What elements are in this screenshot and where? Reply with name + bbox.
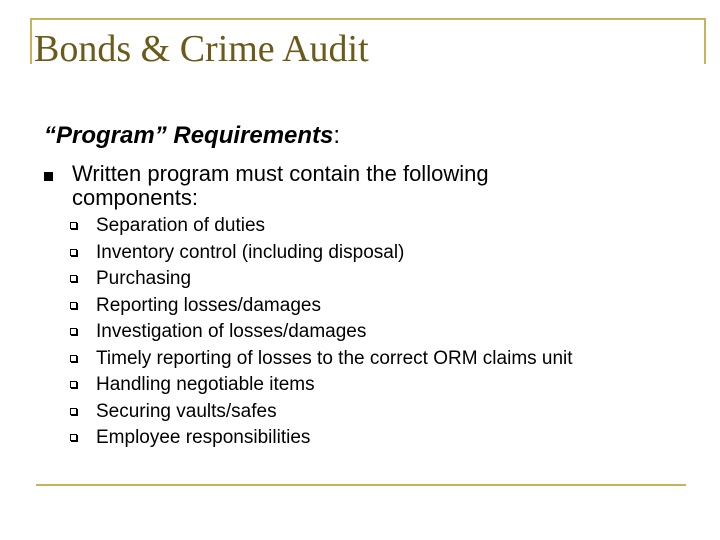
- hollow-square-bullet-icon: [70, 328, 77, 335]
- hollow-square-bullet-icon: [70, 434, 77, 441]
- section-heading-colon: :: [333, 122, 341, 149]
- bottom-divider: [36, 484, 686, 486]
- section-heading-text: “Program” Requirements: [44, 122, 334, 149]
- list-item: [70, 400, 573, 427]
- hollow-square-bullet-icon: [70, 222, 77, 229]
- list-item-text: Employee responsibilities: [96, 427, 311, 448]
- list-item: [70, 373, 573, 400]
- list-item-text: Separation of duties: [96, 215, 266, 236]
- list-item: [70, 294, 573, 321]
- hollow-square-bullet-icon: [70, 249, 77, 256]
- list-item-text: Timely reporting of losses to the correct ORM claims unit: [96, 347, 573, 369]
- list-item-text: Purchasing: [96, 268, 192, 289]
- list-item: [70, 241, 573, 268]
- list-item: [70, 347, 573, 374]
- hollow-square-bullet-icon: [70, 381, 77, 388]
- list-item-text: Inventory control (including disposal): [96, 241, 405, 263]
- square-bullet-icon: [44, 172, 53, 181]
- slide-title: Bonds & Crime Audit: [34, 28, 369, 70]
- main-point-text: Written program must contain the following components:: [72, 161, 489, 210]
- hollow-square-bullet-icon: [70, 355, 77, 362]
- section-heading: [44, 122, 340, 150]
- main-point: [44, 162, 684, 210]
- list-item: [70, 267, 573, 294]
- list-item: [70, 320, 573, 347]
- list-item-text: Investigation of losses/damages: [96, 321, 367, 342]
- hollow-square-bullet-icon: [70, 302, 77, 309]
- list-item-text: Securing vaults/safes: [96, 400, 277, 422]
- list-item: [70, 426, 573, 453]
- hollow-square-bullet-icon: [70, 275, 77, 282]
- list-item-text: Reporting losses/damages: [96, 294, 321, 316]
- components-list: [70, 214, 573, 453]
- list-item: [70, 214, 573, 241]
- hollow-square-bullet-icon: [70, 408, 77, 415]
- list-item-text: Handling negotiable items: [96, 374, 315, 395]
